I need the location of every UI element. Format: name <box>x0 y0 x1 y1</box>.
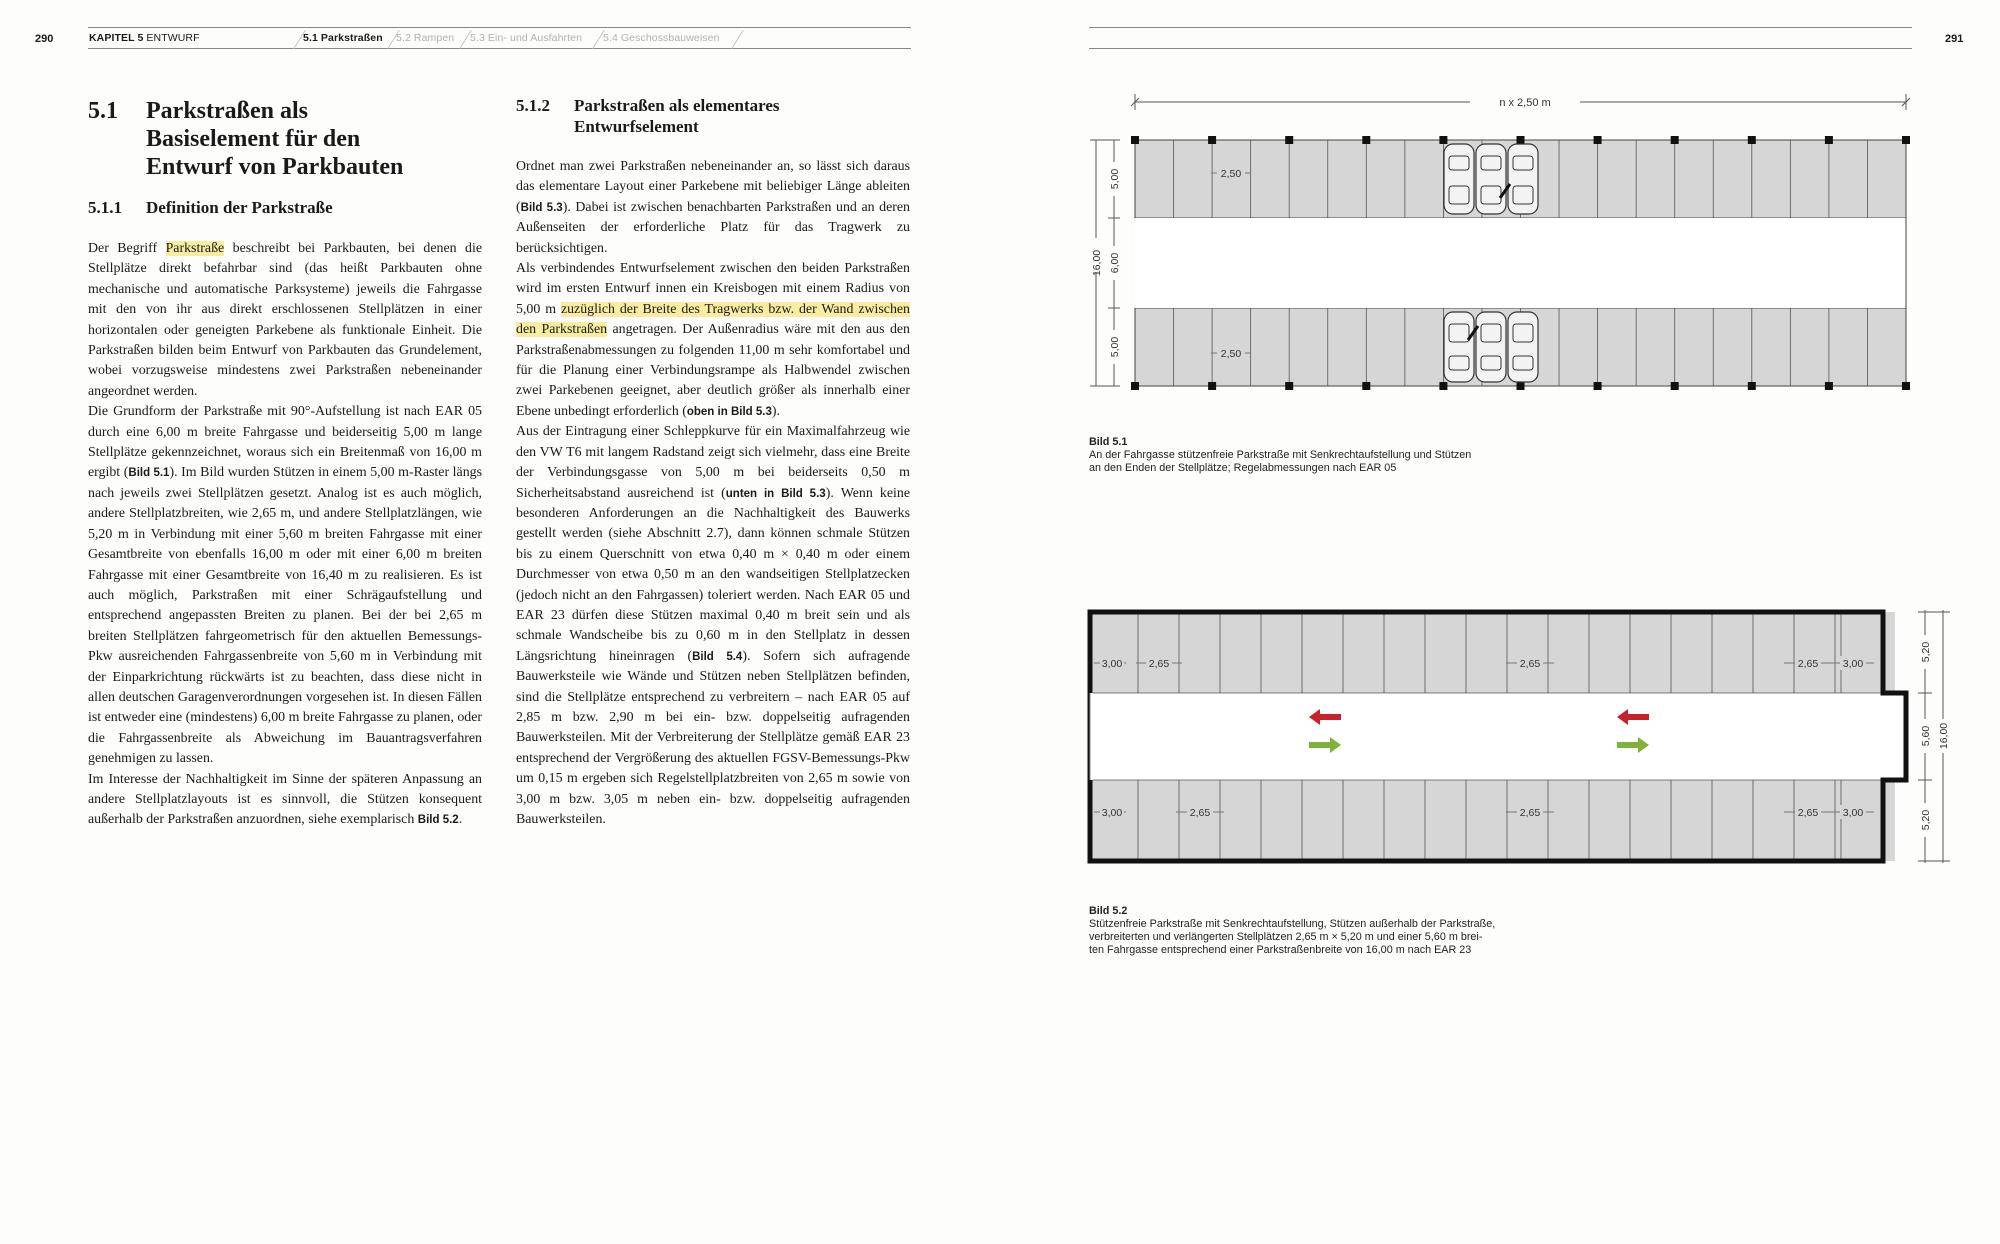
column-marker <box>1825 382 1833 390</box>
chapter-label <box>89 32 200 44</box>
column-marker <box>1285 382 1293 390</box>
section-5-1-2-title <box>574 95 780 137</box>
highlight: Parkstraße <box>165 241 225 256</box>
column-marker <box>1131 382 1139 390</box>
nav-section-5-4[interactable]: 5.4 Geschossbauweisen <box>603 32 720 44</box>
caption-line: ten Fahrgasse entsprechend einer Parkstraßenbreite von 16,00 m nach EAR 23 <box>1089 944 1472 956</box>
header-divider <box>731 30 744 49</box>
figure-reference[interactable]: unten in Bild 5.3 <box>725 487 826 500</box>
stall-width-label: 2,65 <box>1797 658 1819 670</box>
column-marker <box>1748 382 1756 390</box>
header-rule-bottom-left <box>88 48 911 49</box>
header-rule-top-right <box>1089 27 1912 28</box>
caption-line: An der Fahrgasse stützenfreie Parkstraße mit Senkrechtaufstellung und Stützen <box>1089 449 1472 461</box>
car-icon <box>1444 144 1538 214</box>
stall-width-label: 3,00 <box>1101 658 1123 670</box>
section-5-1-1-title: Definition der Parkstraße <box>146 198 333 217</box>
nav-section-5-3[interactable]: 5.3 Ein- und Ausfahrten <box>470 32 583 44</box>
column-marker <box>1362 136 1370 144</box>
paragraph: Der Begriff Parkstraße beschreibt bei Parkbauten, bei denen die Stellplätze direkt befahrbar sind (das heißt Parkbauten ohne mechanische und automatische Parksysteme) jeweils die Fahrgasse mit den von ihr aus direkt erschlossenen Stellplätzen in einer horizontalen oder geneigten Parkebene als funktionale Einheit. Die Parkstraßen bilden beim Entwurf von Parkbauten das Grundelement, wobei vorzugsweise mindestens zwei Parkstraßen nebeneinander angeordnet werden. <box>88 241 482 399</box>
figure-reference[interactable]: Bild 5.2 <box>417 814 459 827</box>
stall-width-label: 2,50 <box>1220 348 1242 360</box>
figure-reference[interactable]: Bild 5.3 <box>520 201 563 214</box>
column-marker <box>1517 136 1525 144</box>
column-marker <box>1825 136 1833 144</box>
page-number-right: 291 <box>1945 33 1964 45</box>
column-marker <box>1671 136 1679 144</box>
header-rule-top-left <box>88 27 911 28</box>
stall-width-label: 3,00 <box>1101 807 1123 819</box>
figure-reference[interactable]: oben in Bild 5.3 <box>686 405 772 418</box>
column-marker <box>1439 382 1447 390</box>
stall-width-label: 2,65 <box>1189 807 1211 819</box>
dimension-label: 5,60 <box>1920 725 1932 747</box>
page-number-left: 290 <box>35 33 54 45</box>
stall-width-label: 2,65 <box>1797 807 1819 819</box>
stall-width-label: 2,65 <box>1148 658 1170 670</box>
stall-width-label: 2,65 <box>1519 658 1541 670</box>
section-5-1-1-number: 5.1.1 <box>88 198 122 217</box>
column-marker <box>1594 382 1602 390</box>
paragraph: Im Interesse der Nachhaltigkeit im Sinne der späteren Anpassung an andere Stellplatzlayouts ist es sinnvoll, die Stützen konsequent außerhalb der Parkstraßen anzuordnen, siehe exemplarisch Bild 5.2. <box>88 771 482 828</box>
stall-width-label: 3,00 <box>1842 807 1864 819</box>
column-marker <box>1902 382 1910 390</box>
chapter-number: KAPITEL 5 <box>89 32 144 44</box>
dimension-label: 5,00 <box>1109 336 1121 358</box>
dimension-label: n x 2,50 m <box>1499 97 1551 109</box>
paragraph: Ordnet man zwei Parkstraßen nebeneinander an, so lässt sich daraus das elementare Layout einer Parkebene mit beliebiger Länge ableiten (Bild 5.3). Dabei ist zwischen benachbarten Parkstraßen und an deren Außenseiten der erforderliche Platz für das Tragwerk zu berücksichtigen. <box>516 159 911 256</box>
car-icon <box>1444 312 1538 382</box>
column-marker <box>1594 136 1602 144</box>
column-marker <box>1208 382 1216 390</box>
stall-width-label: 2,65 <box>1519 807 1541 819</box>
column-marker <box>1517 382 1525 390</box>
section-title-line: Entwurfselement <box>574 117 699 136</box>
dimension-label: 5,20 <box>1920 641 1932 663</box>
section-title-line: Parkstraßen als <box>146 98 308 124</box>
dimension-label: 6,00 <box>1109 252 1121 274</box>
dimension-label: 16,00 <box>1091 249 1103 277</box>
section-5-1-title <box>146 97 403 181</box>
caption-title: Bild 5.1 <box>1089 436 1128 448</box>
section-title-line: Basiselement für den <box>146 126 361 152</box>
nav-section-5-1[interactable]: 5.1 Parkstraßen <box>303 32 383 44</box>
column-marker <box>1671 382 1679 390</box>
dimension-label: 5,20 <box>1920 809 1932 831</box>
caption-line: Stützenfreie Parkstraße mit Senkrechtaufstellung, Stützen außerhalb der Parkstraße, <box>1089 918 1496 930</box>
section-5-1-number: 5.1 <box>88 98 118 124</box>
dimension-label: 5,00 <box>1109 168 1121 190</box>
paragraph: Die Grundform der Parkstraße mit 90°-Aufstellung ist nach EAR 05 durch eine 6,00 m breite Fahrgasse und beiderseitig 5,00 m lange Stellplätze gekennzeichnet, woraus sich ein Breitenmaß von 16,00 m ergibt (Bild 5.1). Im Bild wurden Stützen in einem 5,00 m-Raster längs nach jeweils zwei Stellplätzen gesetzt. Analog ist es auch möglich, andere Stellplatzbreiten, wie 2,65 m, und andere Stellplatzlängen, wie 5,20 m in Verbindung mit einer 5,60 m breiten Fahrgasse mit einer Gesamtbreite von ebenfalls 16,00 m oder mit einer 6,00 m breiten Fahrgasse mit einer Gesamtbreite von 16,40 m zu realisieren. Es ist auch möglich, Parkstraßen mit einer Schrägaufstellung und entsprechend angepassten Breiten zu planen. Bei der bei 2,65 m breiten Stellplätzen fahrgeometrisch für den aktuellen Bemessungs-Pkw ausreichenden Fahrgassenbreite von 5,60 m in Verbindung mit der Einparkrichtung rückwärts ist zu beachten, dass diese nicht in allen deutschen Garagenverordnungen vorgesehen ist. In diesen Fällen ist entweder eine (mindestens) 6,00 m breite Fahrgasse zu planen, oder die Fahrgassenbreite als Abweichung im Bauantragsverfahren genehmigen zu lassen. <box>88 404 483 767</box>
figure-reference[interactable]: Bild 5.4 <box>692 650 743 663</box>
header-rule-bottom-right <box>1089 48 1912 49</box>
figure-5-2-caption <box>1089 905 1495 957</box>
stall-width-label: 2,50 <box>1220 168 1242 180</box>
column-marker <box>1748 136 1756 144</box>
body-column-1 <box>88 239 482 831</box>
paragraph: Als verbindendes Entwurfselement zwischen den beiden Parkstraßen wird im ersten Entwurf innen ein Kreisbogen mit einem Radius von 5,00 m zuzüglich der Breite des Tragwerks bzw. der Wand zwischen den Parkstraßen angetragen. Der Außenradius wäre mit den aus den Parkstraßenabmessungen zu folgenden 11,00 m sehr komfortabel und für die Planung einer Verbindungsrampe als Halbwendel zwischen zwei Parkebenen geeignet, aber deutlich größer als innerhalb einer Ebene unbedingt erforderlich (oben in Bild 5.3). <box>516 261 911 419</box>
column-marker <box>1131 136 1139 144</box>
dimension-label: 16,00 <box>1938 722 1950 750</box>
paragraph: Aus der Eintragung einer Schleppkurve für ein Maximalfahrzeug wie den VW T6 mit langem Radstand zeigt sich vielmehr, dass eine Breite der Verbindungsgasse von 5,00 m bei beiderseits 0,50 m Sicherheitsabstand ausreichend ist (unten in Bild 5.3). Wenn keine besonderen Anforderungen an die Nachhaltigkeit des Bauwerks gestellt werden (siehe Abschnitt 2.7), dann können schmale Stützen bis zu einem Querschnitt von etwa 0,40 m × 0,40 m oder einem Durchmesser von etwa 0,50 m an den wandseitigen Stellplatzecken (jedoch nicht an den Fahrgassen) toleriert werden. Nach EAR 05 und EAR 23 dürfen diese Stützen maximal 0,40 m breit sein und als schmale Wandscheibe bis zu 0,60 m in den Stellplatz in dessen Längsrichtung hineinragen (Bild 5.4). Sofern sich aufragende Bauwerksteile wie Wände und Stützen neben Stellplätzen befinden, sind die Stellplätze entsprechend zu verbreitern – nach EAR 05 auf 2,85 m bzw. 2,90 m bei ein- bzw. doppelseitig aufragenden Bauwerksteilen. Mit der Verbreiterung der Stellplätze gemäß EAR 23 entsprechend der Vergrößerung des aktuellen FGSV-Bemessungs-Pkw um 0,15 m ergeben sich Regelstellplatzbreiten von 2,65 m sowie von 3,00 m bzw. 3,05 m neben ein- bzw. doppelseitig aufragenden Bauwerksteilen. <box>516 424 911 827</box>
section-title-line: Entwurf von Parkbauten <box>146 154 404 180</box>
column-marker <box>1362 382 1370 390</box>
column-marker <box>1439 136 1447 144</box>
figure-reference[interactable]: Bild 5.1 <box>128 467 170 480</box>
column-marker <box>1208 136 1216 144</box>
caption-line: an den Enden der Stellplätze; Regelabmessungen nach EAR 05 <box>1089 462 1397 474</box>
column-marker <box>1902 136 1910 144</box>
caption-title: Bild 5.2 <box>1089 905 1128 917</box>
caption-line: verbreiterten und verlängerten Stellplätzen 2,65 m × 5,20 m und einer 5,60 m brei- <box>1089 931 1483 943</box>
figure-5-1-drawing <box>1080 90 1920 400</box>
highlight: zuzüglich der Breite des Tragwerks bzw. der Wand zwischen den Parkstraßen <box>516 301 910 338</box>
nav-section-5-2[interactable]: 5.2 Rampen <box>396 32 455 44</box>
figure-5-1-caption <box>1089 436 1471 475</box>
body-column-2 <box>516 157 910 830</box>
figure-5-2-drawing <box>1080 600 1960 870</box>
section-5-1-2-number: 5.1.2 <box>516 96 550 115</box>
column-marker <box>1285 136 1293 144</box>
chapter-title: ENTWURF <box>146 32 200 44</box>
stall-width-label: 3,00 <box>1842 658 1864 670</box>
section-title-line: Parkstraßen als elementares <box>574 96 780 115</box>
